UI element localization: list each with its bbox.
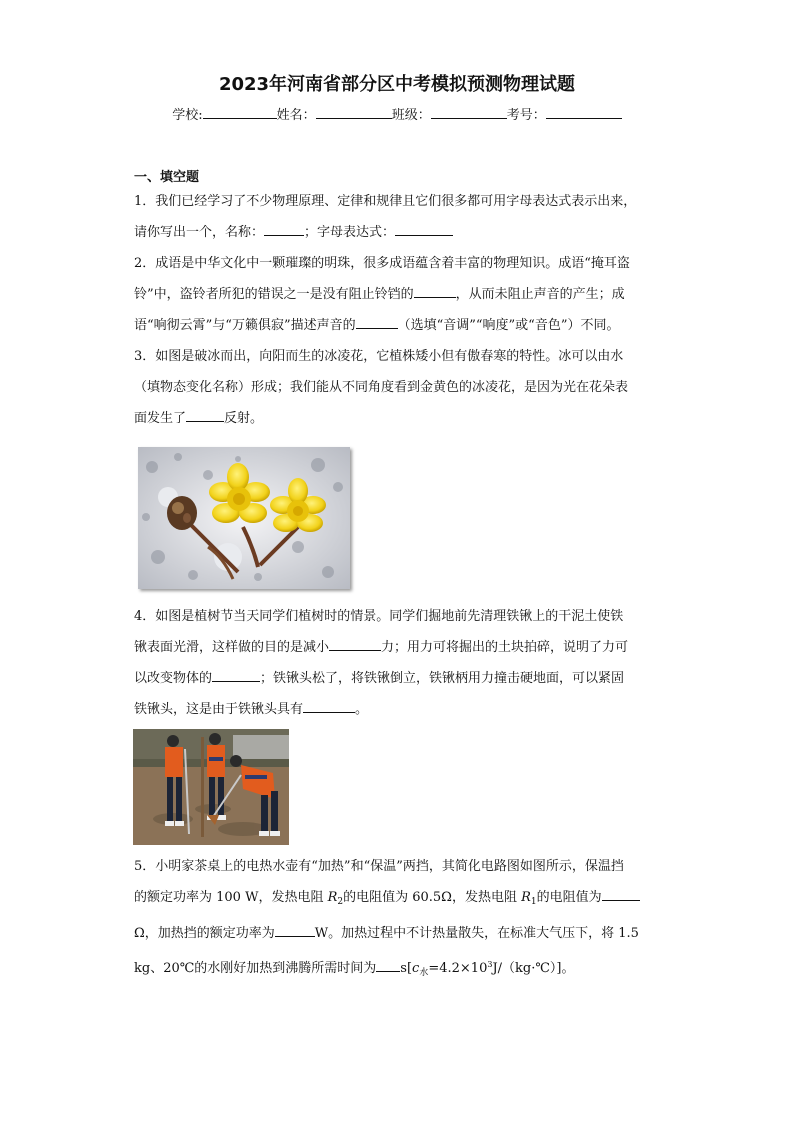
q4-line-1: 4．如图是植树节当天同学们植树时的情景。同学们掘地前先清理铁锹上的干泥土使铁 [134, 609, 624, 624]
q1-blank-1[interactable] [264, 223, 304, 236]
tree-planting-illustration [133, 729, 289, 845]
question-3 [134, 341, 674, 434]
name-blank[interactable] [316, 104, 392, 119]
q5-line-4: kg、20℃的水刚好加热到沸腾所需时间为 $s[c_水=4.2\times 10^3J/(kg\cdot℃)]$。 [134, 960, 575, 978]
q2-blank-1[interactable] [414, 285, 456, 298]
ice-flower-photo [138, 447, 350, 589]
q1-blank-2[interactable] [395, 223, 453, 236]
class-blank[interactable] [431, 104, 507, 119]
page-title: 2023年河南省部分区中考模拟预测物理试题 [218, 74, 576, 95]
q3-blank-1[interactable] [186, 409, 224, 422]
q4-line-2: 锹表面光滑，这样做的目的是减小 力；用力可将掘出的土块拍碎，说明了力可 [134, 640, 629, 655]
q4-line-4: 铁锹头，这是由于铁锹头具有 。 [134, 702, 369, 717]
number-label: 考号： [506, 108, 546, 123]
tree-planting-photo [133, 729, 289, 845]
q1-line-2: 请你写出一个，名称： ；字母表达式： [134, 217, 674, 248]
q2-line-3: 语“响彻云霄”与“万籁俱寂”描述声音的 （选填“音调”“响度”或“音色”）不同。 [134, 318, 620, 333]
school-label: 学校: [172, 108, 203, 123]
q5-blank-2[interactable] [275, 924, 315, 937]
student-info-line [0, 104, 794, 123]
q4-blank-1[interactable] [329, 638, 381, 651]
q5-line-3: Ω，加热挡的额定功率为 W。加热过程中不计热量散失，在标准大气压下，将 1.5 [134, 926, 639, 941]
class-label: 班级： [391, 108, 431, 123]
q2-blank-2[interactable] [356, 316, 398, 329]
q5-line-2: 的额定功率为 100 W，发热电阻 $R_2$的电阻值为 60.5Ω，发热电阻 $R_1$的电阻值为 [134, 882, 674, 918]
question-2 [134, 248, 674, 341]
section-heading: 一、填空题 [134, 170, 200, 185]
q5-blank-3[interactable] [376, 959, 400, 972]
question-1 [134, 186, 674, 248]
school-blank[interactable] [203, 104, 277, 119]
q3-line-3: 面发生了 反射。 [134, 411, 264, 426]
ice-flower-illustration [138, 447, 350, 589]
q4-line-3: 以改变物体的 ；铁锹头松了，将铁锹倒立，铁锹柄用力撞击硬地面，可以紧固 [134, 671, 625, 686]
question-5 [134, 851, 674, 989]
q5-line-1: 5．小明家茶桌上的电热水壶有“加热”和“保温”两挡，其简化电路图如图所示，保温挡 [134, 859, 624, 874]
name-label: 姓名： [276, 108, 316, 123]
question-4 [134, 601, 674, 725]
q2-line-2: 铃”中，盗铃者所犯的错误之一是没有阻止铃铛的 ，从而未阻止声音的产生；成 [134, 287, 625, 302]
q3-line-2: （填物态变化名称）形成；我们能从不同角度看到金黄色的冰凌花，是因为光在花朵表 [134, 380, 629, 395]
q4-blank-3[interactable] [303, 700, 355, 713]
q3-line-1: 3．如图是破冰而出，向阳而生的冰凌花，它植株矮小但有傲春寒的特性。冰可以由水 [134, 349, 624, 364]
q2-line-1: 2．成语是中华文化中一颗璀璨的明珠，很多成语蕴含着丰富的物理知识。成语“掩耳盗 [134, 256, 630, 271]
q4-blank-2[interactable] [212, 669, 260, 682]
number-blank[interactable] [546, 104, 622, 119]
q1-line-1: 1．我们已经学习了不少物理原理、定律和规律且它们很多都可用字母表达式表示出来， [134, 194, 637, 209]
q5-blank-1[interactable] [602, 888, 640, 901]
